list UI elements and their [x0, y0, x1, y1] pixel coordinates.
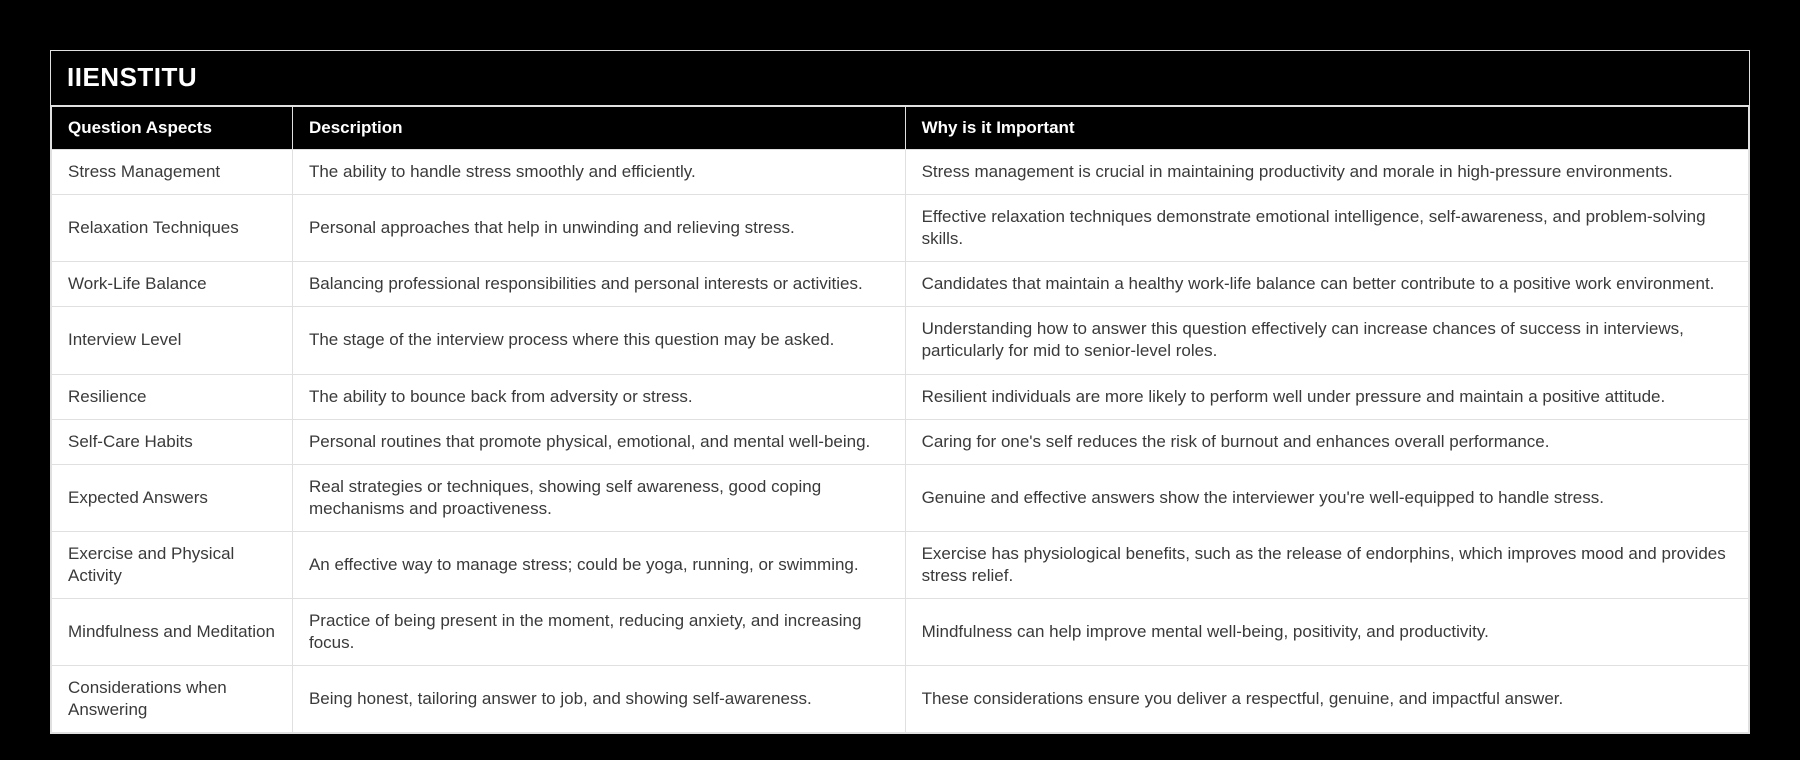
- cell-description: An effective way to manage stress; could be yoga, running, or swimming.: [292, 531, 905, 598]
- cell-aspect: Interview Level: [52, 307, 293, 374]
- cell-description: The ability to handle stress smoothly and efficiently.: [292, 149, 905, 194]
- cell-aspect: Exercise and Physical Activity: [52, 531, 293, 598]
- cell-description: Personal approaches that help in unwinding and relieving stress.: [292, 195, 905, 262]
- cell-aspect: Relaxation Techniques: [52, 195, 293, 262]
- cell-aspect: Work-Life Balance: [52, 262, 293, 307]
- cell-importance: Resilient individuals are more likely to perform well under pressure and maintain a positive attitude.: [905, 374, 1748, 419]
- cell-aspect: Expected Answers: [52, 464, 293, 531]
- cell-description: The ability to bounce back from adversity or stress.: [292, 374, 905, 419]
- table-row: [52, 666, 1749, 733]
- table-row: [52, 599, 1749, 666]
- cell-aspect: Stress Management: [52, 149, 293, 194]
- cell-description: Practice of being present in the moment, reducing anxiety, and increasing focus.: [292, 599, 905, 666]
- cell-importance: These considerations ensure you deliver a respectful, genuine, and impactful answer.: [905, 666, 1748, 733]
- column-header-importance: Why is it Important: [905, 106, 1748, 149]
- cell-aspect: Mindfulness and Meditation: [52, 599, 293, 666]
- cell-importance: Caring for one's self reduces the risk of burnout and enhances overall performance.: [905, 419, 1748, 464]
- brand-bar: [51, 51, 1749, 106]
- column-header-description: Description: [292, 106, 905, 149]
- cell-importance: Stress management is crucial in maintaining productivity and morale in high-pressure environments.: [905, 149, 1748, 194]
- cell-description: Being honest, tailoring answer to job, and showing self-awareness.: [292, 666, 905, 733]
- cell-importance: Candidates that maintain a healthy work-life balance can better contribute to a positive work environment.: [905, 262, 1748, 307]
- cell-importance: Mindfulness can help improve mental well-being, positivity, and productivity.: [905, 599, 1748, 666]
- table-row: [52, 374, 1749, 419]
- table-header-row: [52, 106, 1749, 149]
- cell-importance: Exercise has physiological benefits, such as the release of endorphins, which improves mood and provides stress relief.: [905, 531, 1748, 598]
- cell-importance: Understanding how to answer this question effectively can increase chances of success in interviews, particularly for mid to senior-level roles.: [905, 307, 1748, 374]
- table-row: [52, 307, 1749, 374]
- table-row: [52, 195, 1749, 262]
- cell-aspect: Self-Care Habits: [52, 419, 293, 464]
- table-body: [52, 149, 1749, 733]
- cell-description: Balancing professional responsibilities and personal interests or activities.: [292, 262, 905, 307]
- table-row: [52, 419, 1749, 464]
- cell-aspect: Considerations when Answering: [52, 666, 293, 733]
- cell-importance: Effective relaxation techniques demonstrate emotional intelligence, self-awareness, and problem-solving skills.: [905, 195, 1748, 262]
- table-row: [52, 464, 1749, 531]
- cell-description: The stage of the interview process where this question may be asked.: [292, 307, 905, 374]
- cell-description: Real strategies or techniques, showing self awareness, good coping mechanisms and proactiveness.: [292, 464, 905, 531]
- table-row: [52, 149, 1749, 194]
- cell-aspect: Resilience: [52, 374, 293, 419]
- brand-title: IIENSTITU: [67, 62, 198, 92]
- table-card: [50, 50, 1750, 734]
- column-header-aspect: Question Aspects: [52, 106, 293, 149]
- cell-importance: Genuine and effective answers show the interviewer you're well-equipped to handle stress.: [905, 464, 1748, 531]
- info-table: [51, 106, 1749, 734]
- table-row: [52, 262, 1749, 307]
- table-row: [52, 531, 1749, 598]
- cell-description: Personal routines that promote physical, emotional, and mental well-being.: [292, 419, 905, 464]
